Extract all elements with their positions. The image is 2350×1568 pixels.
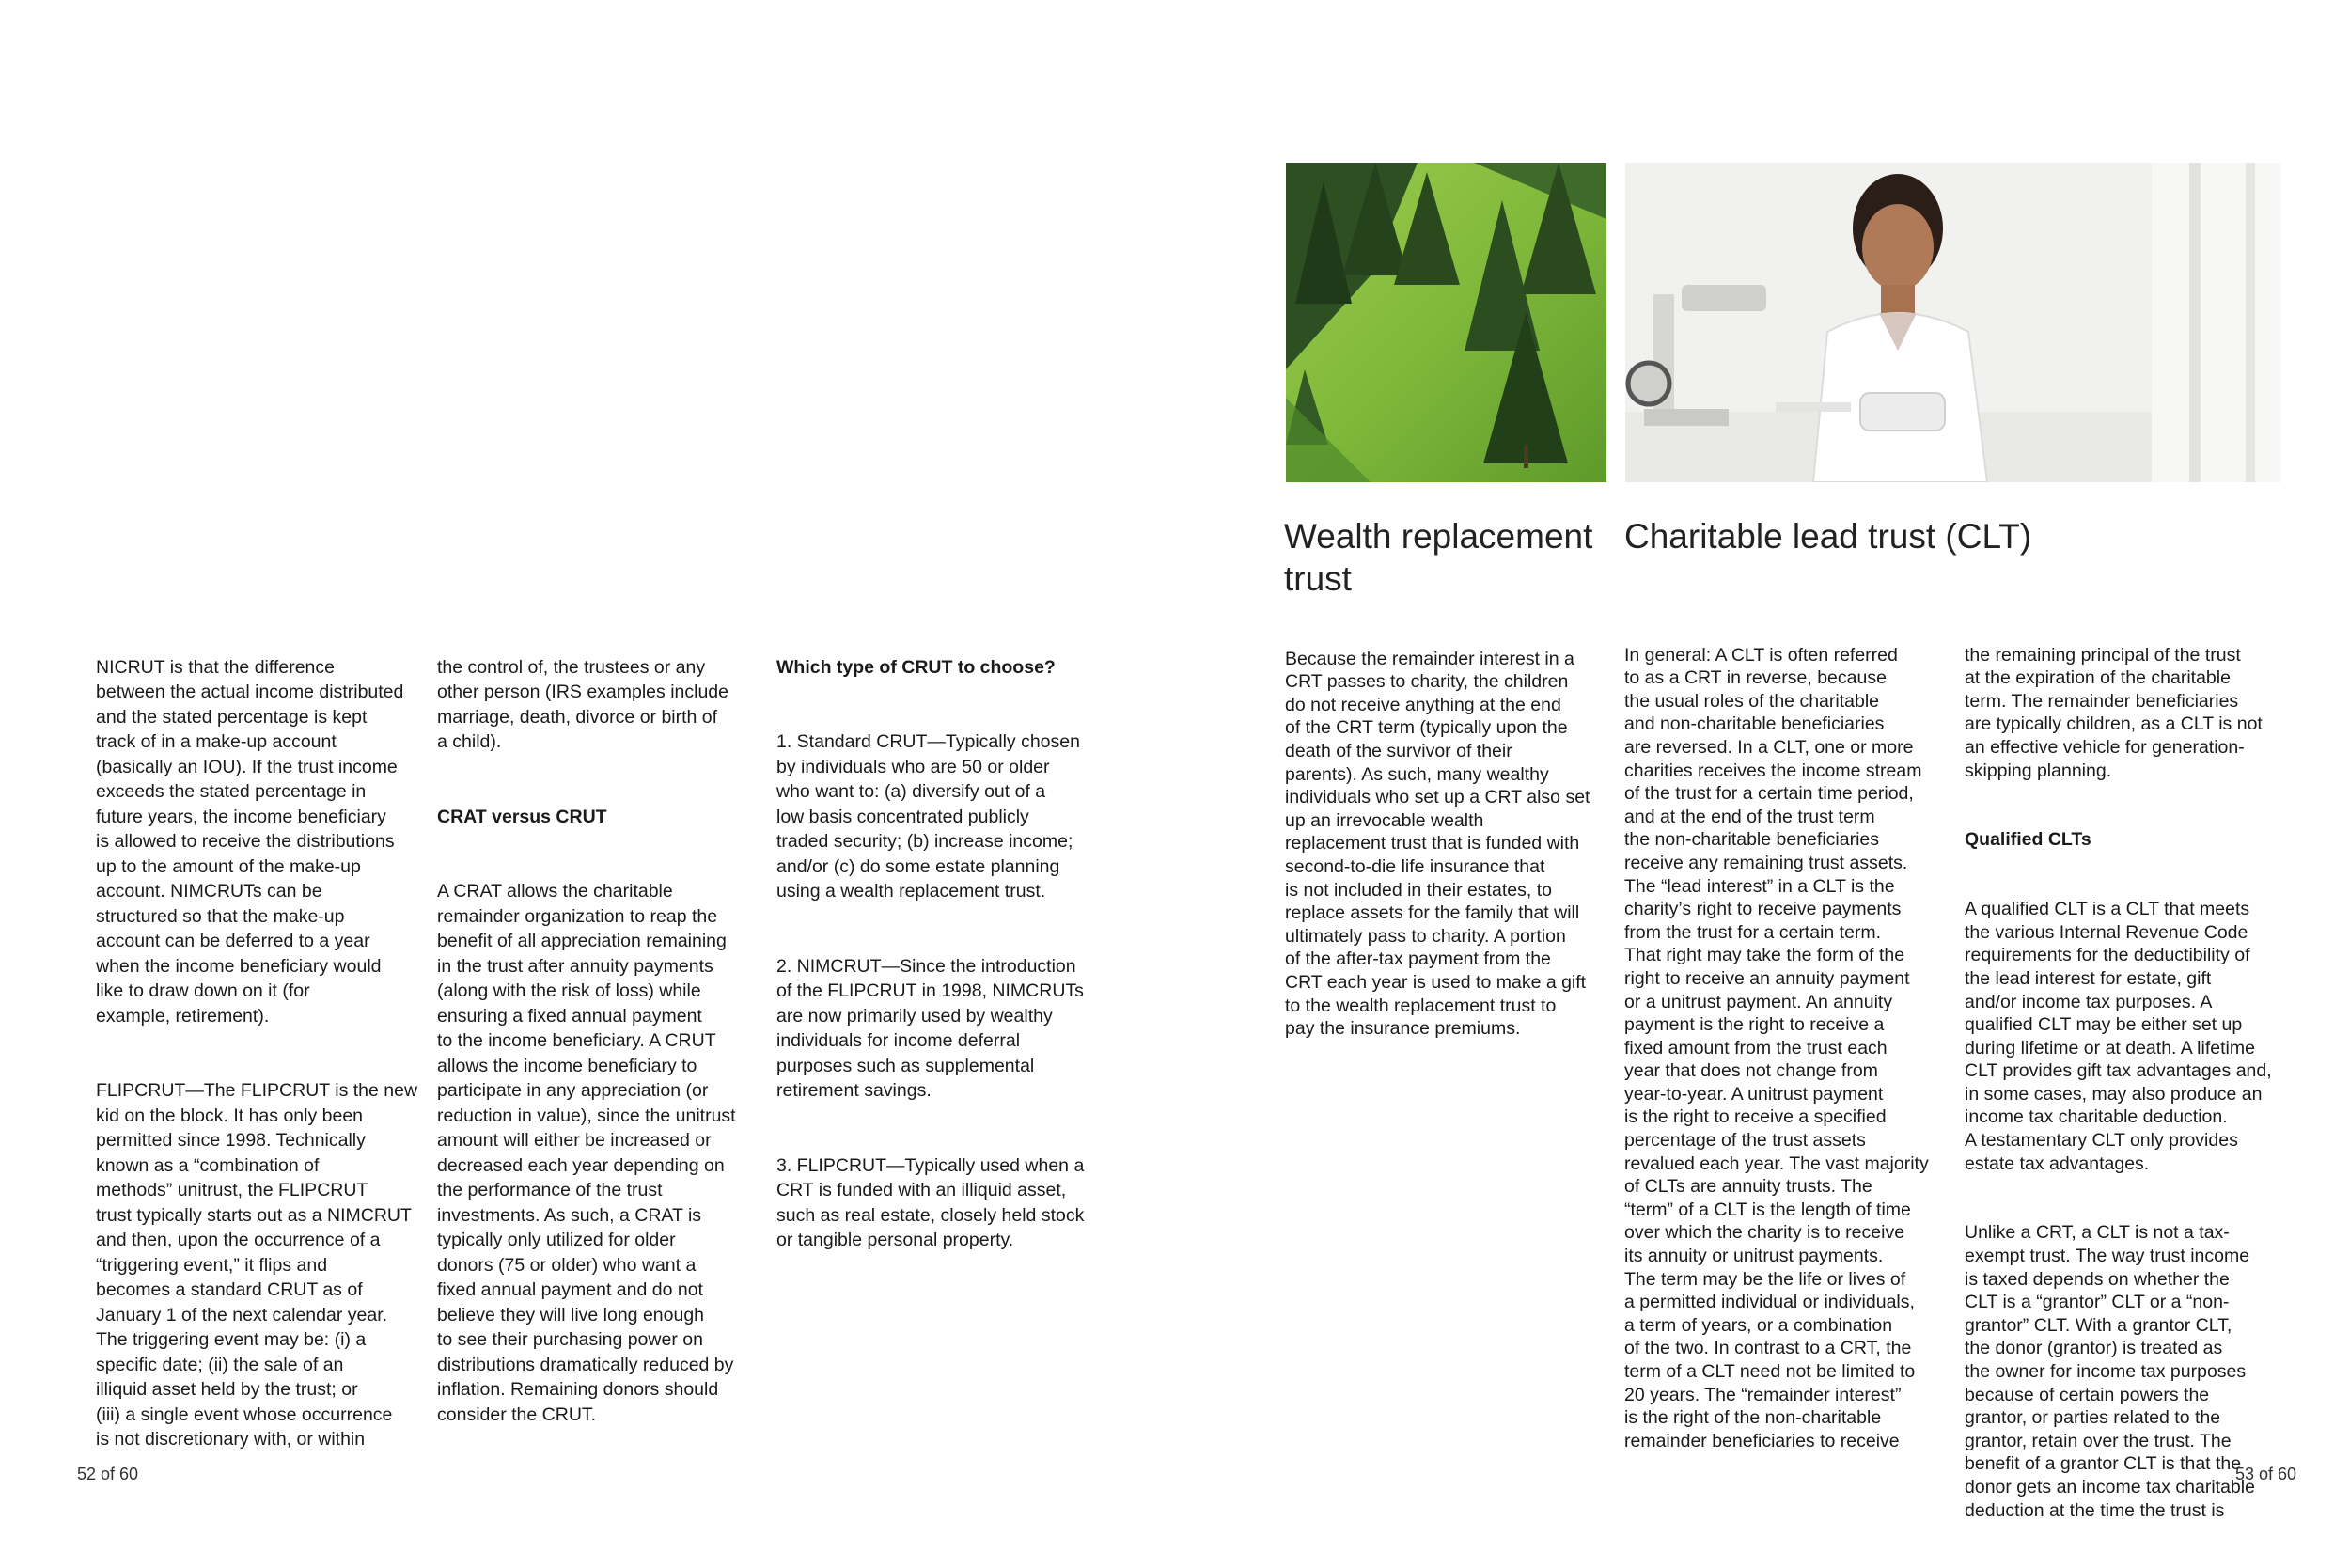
heading-which-crut: Which type of CRUT to choose? xyxy=(776,656,1056,678)
scientist-image xyxy=(1625,163,2281,482)
paragraph-qualified-clt: A qualified CLT is a CLT that meets the various Internal Revenue Code requirements for the deductibility of the lead interest for estate, gift and/or income tax purposes. A qualified CLT may be either set up during lifetime or at death. A lifetime CLT provides gift tax advantages and, in some cases, may also produce an income tax charitable deduction. A testamentary CLT only provides estate tax advantages. xyxy=(1965,899,2272,1174)
paragraph-control: the control of, the trustees or any other person (IRS examples include marriage, death, divorce or birth of a child). xyxy=(437,656,728,752)
left-col-3 xyxy=(776,630,1115,1278)
heading-crat-vs-crut: CRAT versus CRUT xyxy=(437,806,607,827)
paragraph-flipcrut: FLIPCRUT—The FLIPCRUT is the new kid on the block. It has only been permitted since 1998. Technically known as a “combination of methods” unitrust, the FLIPCRUT trust typically starts out as a NIMCRUT and then, upon the occurrence of a “triggering event,” it flips and becomes a standard CRUT as of January 1 of the next calendar year. The triggering event may be: (i) a specific date; (ii) the sale of an illiquid asset held by the trust; or (iii) a single event whose occurrence is not discretionary with, or within xyxy=(96,1080,418,1450)
heading-clt: Charitable lead trust (CLT) xyxy=(1624,517,2032,556)
left-col-1 xyxy=(96,630,425,1477)
paragraph-crat: A CRAT allows the charitable remainder organization to reap the benefit of all appreciation remaining in the trust after annuity payments (along with the risk of loss) while ensuring a fixed annual payment to the income beneficiary. A CRUT allows the income beneficiary to participate in any appreciation (or reduction in value), since the unitrust amount will either be increased or decreased each year depending on the performance of the trust investments. As such, a CRAT is typically only utilized for older donors (75 or older) who want a fixed annual payment and do not believe they will live long enough to see their purchasing power on distributions dramatically reduced by inflation. Remaining donors should consider the CRUT. xyxy=(437,881,736,1425)
paragraph-flipcrut-use: 3. FLIPCRUT—Typically used when a CRT is funded with an illiquid asset, such as real estate, closely held stock or tangible personal property. xyxy=(776,1154,1085,1250)
forest-image xyxy=(1286,163,1606,482)
heading-qualified-clts: Qualified CLTs xyxy=(1965,829,2092,851)
paragraph-wealth-replacement: Because the remainder interest in a CRT passes to charity, the children do not receive anything at the end of the CRT term (typically upon the death of the survivor of their parents). As such, many wealthy individuals who set up a CRT also set up an irrevocable wealth replacement trust that is funded with second-to-die life insurance that is not included in their estates, to replace assets for the family that will ultimately pass to charity. A portion of the after-tax payment from the CRT each year is used to make a gift to the wealth replacement trust to pay the insurance premiums. xyxy=(1285,648,1590,1040)
page-number-right: 53 of 60 xyxy=(2235,1465,2297,1483)
clt-col-2 xyxy=(1965,620,2297,1568)
paragraph-nimcrut: 2. NIMCRUT—Since the introduction of the FLIPCRUT in 1998, NIMCRUTs are now primarily used by wealthy individuals for income deferral purposes such as supplemental retirement savings. xyxy=(776,955,1084,1101)
paragraph-clt-general: In general: A CLT is often referred to as a CRT in reverse, because the usual roles of the charitable and non-charitable beneficiaries are reversed. In a CLT, one or more charities receives the income stream of the trust for a certain time period, and at the end of the trust term the non-charitable beneficiaries receive any remaining trust assets. The “lead interest” in a CLT is the charity’s right to receive payments from the trust for a certain term. That right may take the form of the right to receive an annuity payment or a unitrust payment. An annuity payment is the right to receive a fixed amount from the trust each year that does not change from year-to-year. A unitrust payment is the right to receive a specified percentage of the trust assets revalued each year. The vast majority of CLTs are annuity trusts. The “term” of a CLT is the length of time over which the charity is to receive its annuity or unitrust payments. The term may be the life or lives of a permitted individual or individuals, a term of years, or a combination of the two. In contrast to a CRT, the term of a CLT need not be limited to 20 years. The “remainder interest” is the right of the non-charitable remainder beneficiaries to receive xyxy=(1624,644,1929,1451)
paragraph-clt-remaining: the remaining principal of the trust at the expiration of the charitable term. The remainder beneficiaries are typically children, as a CLT is not an effective vehicle for generation- skipping planning. xyxy=(1965,644,2263,781)
wealth-col xyxy=(1285,624,1614,1087)
paragraph-nicrut: NICRUT is that the difference between the actual income distributed and the stated percentage is kept track of in a make-up account (basically an IOU). If the trust income exceeds the stated percentage in future years, the income beneficiary is allowed to receive the distributions up to the amount of the make-up account. NIMCRUTs can be structured so that the make-up account can be deferred to a year when the income beneficiary would like to draw down on it (for example, retirement). xyxy=(96,656,404,1027)
clt-col-1 xyxy=(1624,620,1953,1499)
forest-illustration xyxy=(1286,163,1606,482)
paragraph-clt-tax: Unlike a CRT, a CLT is not a tax- exempt trust. The way trust income is taxed depends on whether the CLT is a “grantor” CLT or a “non- grantor” CLT. With a grantor CLT, the donor (grantor) is treated as the owner for income tax purposes because of certain powers the grantor, or parties related to the grantor, retain over the trust. The benefit of a grantor CLT is that the donor gets an income tax charitable deduction at the time the trust is xyxy=(1965,1222,2255,1521)
page-number-left: 52 of 60 xyxy=(77,1465,139,1483)
heading-wealth-replacement: Wealth replacement trust xyxy=(1284,517,1593,598)
left-col-2 xyxy=(437,630,766,1452)
paragraph-standard-crut: 1. Standard CRUT—Typically chosen by individuals who are 50 or older who want to: (a) diversify out of a low basis concentrated publicly traded security; (b) increase income; and/or (c) do some estate planning using a wealth replacement trust. xyxy=(776,731,1080,902)
scientist-illustration xyxy=(1625,163,2281,482)
